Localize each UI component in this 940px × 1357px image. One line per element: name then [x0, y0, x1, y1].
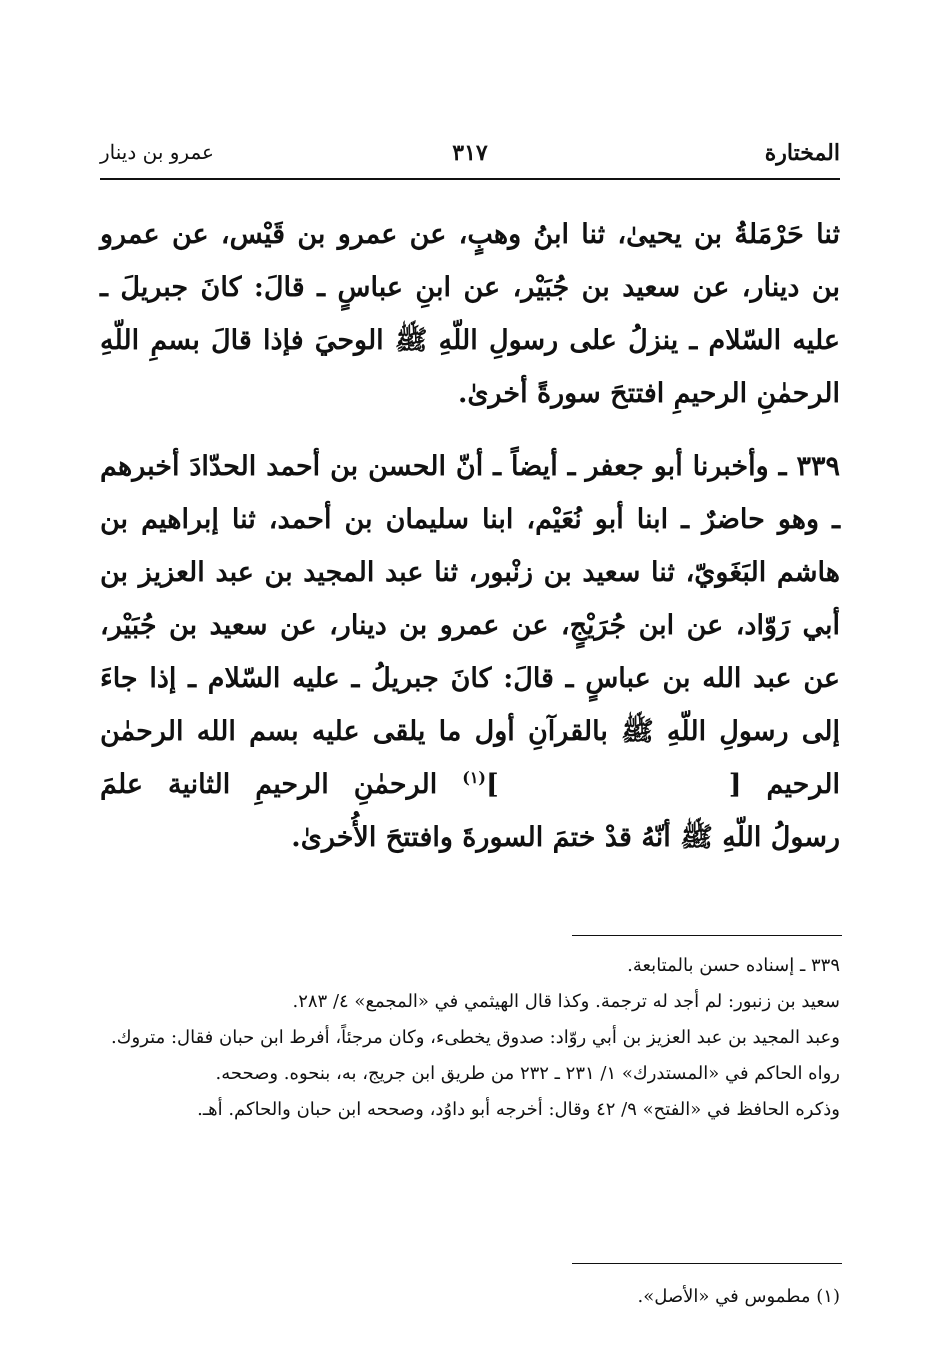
paragraph-1: ثنا حَرْمَلةُ بن يحيىٰ، ثنا ابنُ وهبٍ، عن عمرو بن قَيْس، عن عمرو بن دينار، عن سعيد بن جُبَيْر، عن ابنِ عباسٍ ـ قالَ: كانَ جبريلَ ـ عليه السّلام ـ ينزلُ على رسولِ اللّهِ ﷺ الوحيَ فإذا قالَ بسمِ اللّهِ الرحمٰنِ الرحيمِ افتتحَ سورةً أخرىٰ. [100, 219, 840, 409]
paragraph-339-part-2: الرحمٰنِ الرحيمِ الثانية علمَ رسولُ اللّهِ ﷺ أنّهُ قدْ ختمَ السورةَ وافتتحَ الأُخرىٰ. [100, 769, 840, 853]
book-title: المختارة [764, 140, 840, 166]
paragraph-339-part-1: ٣٣٩ ـ وأخبرنا أبو جعفر ـ أيضاً ـ أنّ الحسن بن أحمد الحدّادَ أخبرهم ـ وهو حاضرٌ ـ ابنا أبو نُعَيْم، ابنا سليمان بن أحمد، ثنا إبراهيم بن هاشم البَغَويّ، ثنا سعيد بن زنْبور، ثنا عبد المجيد بن عبد العزيز بن أبي رَوّاد، عن ابن جُرَيْجٍ، عن عمرو بن دينار، عن سعيد بن جُبَيْر، عن عبد الله بن عباسٍ ـ قالَ: كانَ جبريلُ ـ عليه السّلام ـ إذا جاءَ إلى رسولِ اللّهِ ﷺ بالقرآنِ أول ما يلقى عليه بسم الله الرحمٰن الرحيم [ [100, 451, 840, 800]
gap-close-bracket: ] [485, 769, 499, 800]
note-narrator-1: سعيد بن زنبور: لم أجد له ترجمة. وكذا قال الهيثمي في «المجمع» ٤/ ٢٨٣. [292, 991, 840, 1012]
note-grading: ٣٣٩ ـ إسناده حسن بالمتابعة. [627, 955, 840, 976]
page-number: ٣١٧ [452, 140, 488, 166]
main-text [100, 208, 840, 864]
note-source-fath: وذكره الحافظ في «الفتح» ٩/ ٤٢ وقال: أخرجه أبو داوُد، وصححه ابن حبان والحاكم. أهـ. [197, 1099, 840, 1120]
note-narrator-2: وعبد المجيد بن عبد العزيز بن أبي روّاد: صدوق يخطىء، وكان مرجئاً، أفرط ابن حبان فقال: متروك. [110, 1027, 840, 1048]
footnote-marker: (١) [462, 768, 486, 787]
header-rule [100, 178, 840, 180]
chapter-title: عمرو بن دينار [100, 140, 214, 164]
footnote-rule [572, 1263, 842, 1264]
footnote-1: (١) مطموس في «الأصل». [637, 1286, 840, 1307]
running-header [100, 140, 840, 172]
paragraph-339 [100, 440, 840, 864]
note-source-hakim: رواه الحاكم في «المستدرك» ١/ ٢٣١ ـ ٢٣٢ من طريق ابن جريج، به، بنحوه. وصححه. [215, 1063, 840, 1084]
notes-rule [572, 935, 842, 936]
hadith-notes [100, 950, 840, 1126]
